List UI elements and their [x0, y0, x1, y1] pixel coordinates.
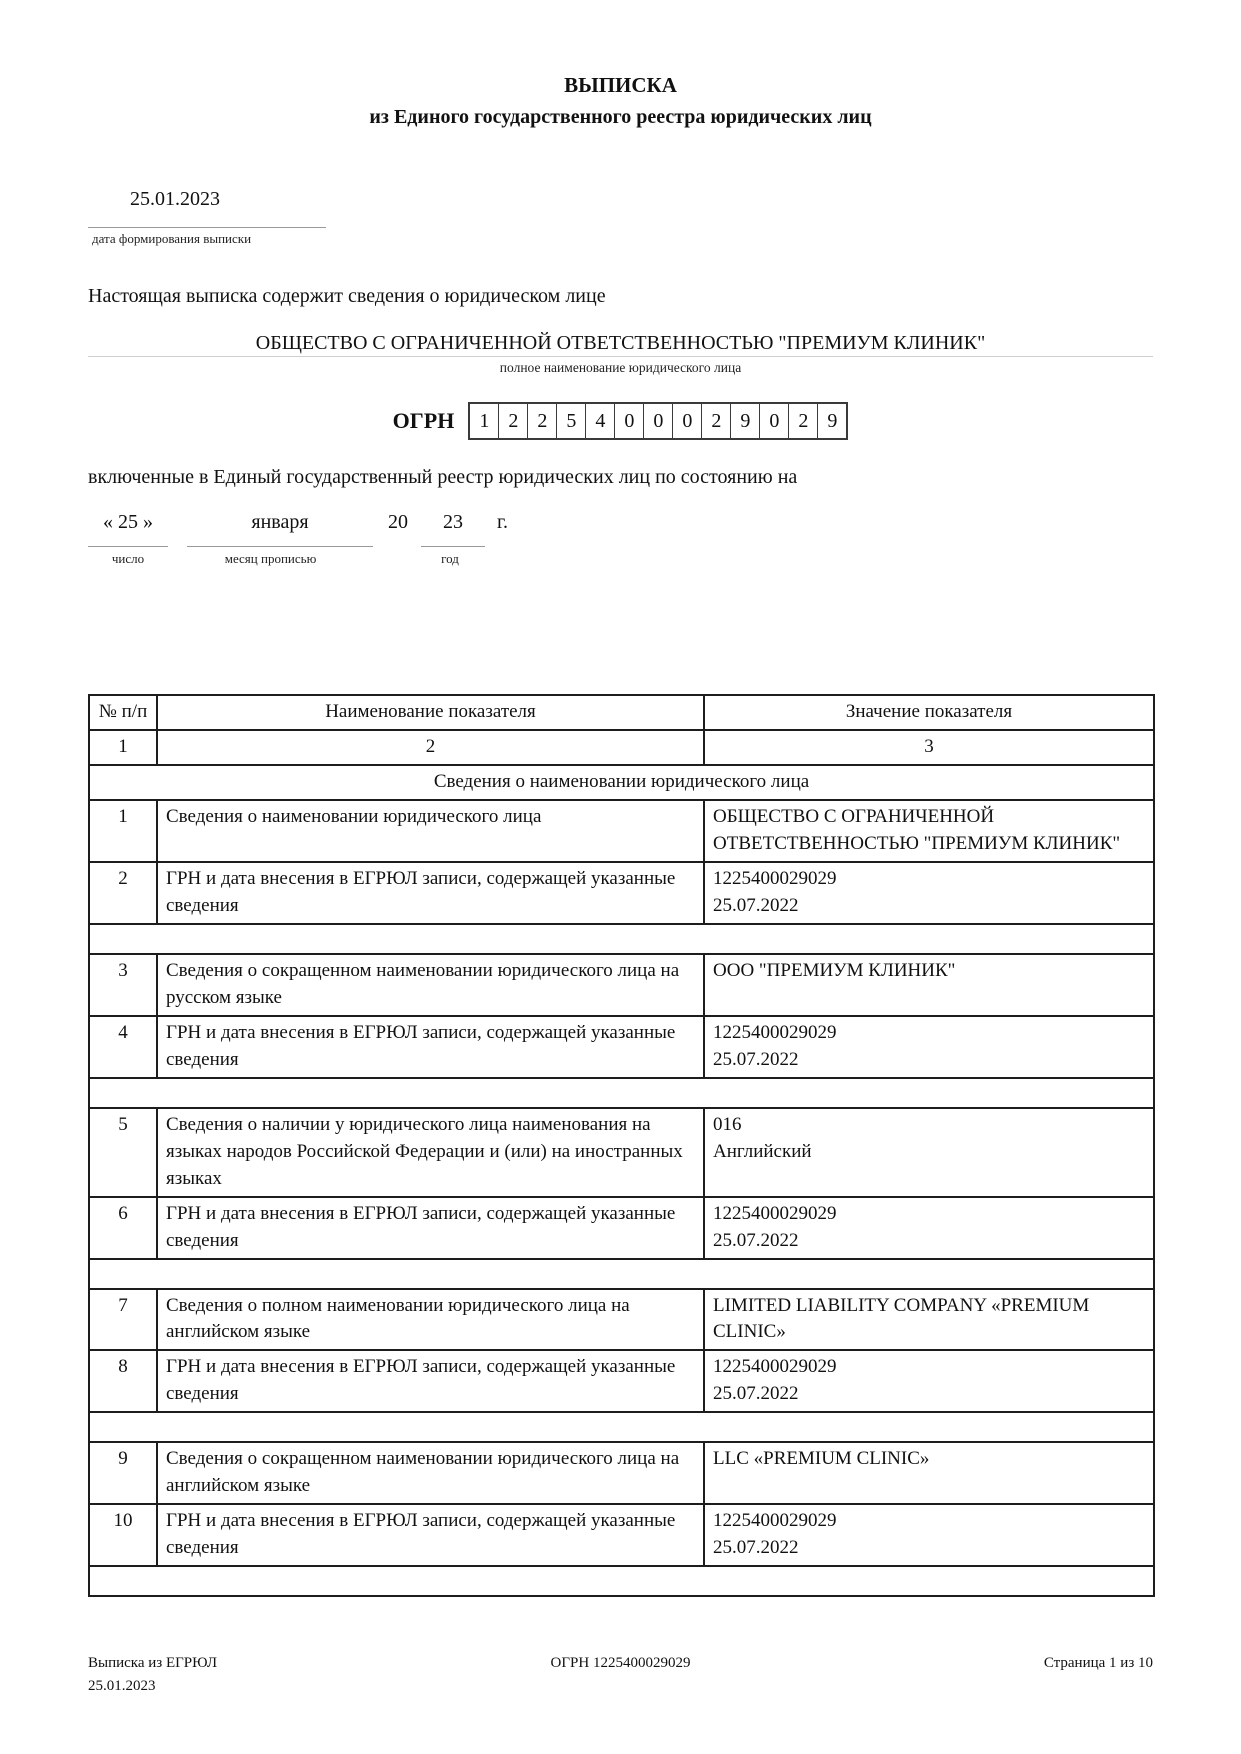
table-row: [89, 1108, 1154, 1197]
row-value-line: 25.07.2022: [713, 1383, 799, 1405]
row-value-line: 1225400029029: [713, 1356, 837, 1378]
row-name: ГРН и дата внесения в ЕГРЮЛ записи, содержащей указанные сведения: [157, 862, 704, 924]
row-value-line: 25.07.2022: [713, 1048, 799, 1070]
row-name: ГРН и дата внесения в ЕГРЮЛ записи, содержащей указанные сведения: [157, 1197, 704, 1259]
spacer-cell: [89, 1566, 1154, 1596]
row-name: ГРН и дата внесения в ЕГРЮЛ записи, содержащей указанные сведения: [157, 1504, 704, 1566]
table-row: [89, 1197, 1154, 1259]
header-name: Наименование показателя: [157, 695, 704, 730]
table-row: [89, 800, 1154, 862]
ogrn-digit: 2: [701, 404, 730, 438]
row-value-line: LLC «PREMIUM CLINIC»: [713, 1448, 930, 1470]
table-spacer-row: [89, 1078, 1154, 1108]
footer-doc-type: Выписка из ЕГРЮЛ: [88, 1655, 217, 1671]
row-num: 6: [89, 1197, 157, 1259]
row-value-line: 1225400029029: [713, 867, 837, 889]
ogrn-digit: 4: [585, 404, 614, 438]
row-value-line: 1225400029029: [713, 1202, 837, 1224]
footer-left: [88, 1652, 443, 1699]
row-value: [704, 1350, 1154, 1412]
row-num: 3: [89, 954, 157, 1016]
ogrn-digit: 2: [527, 404, 556, 438]
formation-date-label: дата формирования выписки: [92, 231, 252, 246]
row-value-line: 016: [713, 1113, 742, 1135]
row-num: 7: [89, 1289, 157, 1351]
ogrn-digit: 2: [498, 404, 527, 438]
company-name-block: [88, 332, 1153, 376]
row-name: Сведения о сокращенном наименовании юридического лица на русском языке: [157, 954, 704, 1016]
row-num: 1: [89, 800, 157, 862]
spacer-cell: [89, 1078, 1154, 1108]
row-num: 4: [89, 1016, 157, 1078]
row-value: [704, 1016, 1154, 1078]
row-name: Сведения о полном наименовании юридического лица на английском языке: [157, 1289, 704, 1351]
row-value: [704, 1442, 1154, 1504]
company-full-name-label: полное наименование юридического лица: [499, 360, 742, 375]
row-value: [704, 1504, 1154, 1566]
table-row: [89, 1016, 1154, 1078]
ogrn-digit: 9: [730, 404, 759, 438]
table-row: [89, 1504, 1154, 1566]
ogrn-digit: 0: [759, 404, 788, 438]
table-row: [89, 1350, 1154, 1412]
row-value-line: ОБЩЕСТВО С ОГРАНИЧЕННОЙ ОТВЕТСТВЕННОСТЬЮ "ПРЕМИУМ КЛИНИК": [713, 805, 1121, 854]
as-of-month-value: января: [251, 511, 309, 533]
as-of-century: 20: [388, 511, 408, 533]
row-num: 5: [89, 1108, 157, 1197]
row-num: 8: [89, 1350, 157, 1412]
row-name: ГРН и дата внесения в ЕГРЮЛ записи, содержащей указанные сведения: [157, 1350, 704, 1412]
row-value: [704, 862, 1154, 924]
spacer-cell: [89, 1259, 1154, 1289]
row-value-line: 1225400029029: [713, 1510, 837, 1532]
spacer-cell: [89, 1412, 1154, 1442]
table-spacer-row: [89, 1566, 1154, 1596]
intro-line: Настоящая выписка содержит сведения о юридическом лице: [88, 285, 606, 307]
ogrn-digit: 5: [556, 404, 585, 438]
section-title: Сведения о наименовании юридического лица: [89, 765, 1154, 800]
colnum-3: 3: [704, 730, 1154, 765]
as-of-month-label: месяц прописью: [224, 551, 317, 566]
as-of-date-row: [88, 511, 1153, 567]
row-num: 10: [89, 1504, 157, 1566]
row-value-line: 25.07.2022: [713, 1229, 799, 1251]
colnum-2: 2: [157, 730, 704, 765]
header-value: Значение показателя: [704, 695, 1154, 730]
included-line: включенные в Единый государственный реестр юридических лиц по состоянию на: [88, 466, 798, 488]
row-value: [704, 1108, 1154, 1197]
row-value-line: Английский: [713, 1140, 812, 1162]
row-num: 9: [89, 1442, 157, 1504]
row-value: [704, 1289, 1154, 1351]
document-title: ВЫПИСКА: [564, 73, 677, 97]
company-full-name: ОБЩЕСТВО С ОГРАНИЧЕННОЙ ОТВЕТСТВЕННОСТЬЮ "ПРЕМИУМ КЛИНИК": [88, 332, 1153, 357]
indicators-table: [88, 694, 1155, 1597]
ogrn-label: ОГРН: [392, 408, 455, 433]
table-spacer-row: [89, 924, 1154, 954]
table-section-row: [89, 765, 1154, 800]
ogrn-digit: 0: [643, 404, 672, 438]
ogrn-digit: 0: [614, 404, 643, 438]
as-of-year: [421, 511, 485, 547]
as-of-year-value: 23: [443, 511, 463, 533]
footer-ogrn: ОГРН 1225400029029: [550, 1655, 691, 1671]
row-name: ГРН и дата внесения в ЕГРЮЛ записи, содержащей указанные сведения: [157, 1016, 704, 1078]
as-of-year-label: год: [441, 551, 459, 566]
as-of-month-block: [168, 511, 373, 567]
row-value-line: 1225400029029: [713, 1021, 837, 1043]
row-value: [704, 954, 1154, 1016]
row-value: [704, 800, 1154, 862]
as-of-year-block: [415, 511, 485, 567]
as-of-day-value: « 25 »: [103, 511, 153, 533]
ogrn-digit: 0: [672, 404, 701, 438]
document-subtitle: из Единого государственного реестра юридических лиц: [369, 106, 872, 128]
row-name: Сведения о сокращенном наименовании юридического лица на английском языке: [157, 1442, 704, 1504]
ogrn-digit-boxes: [468, 402, 848, 440]
as-of-day: [88, 511, 168, 547]
as-of-year-suffix: г.: [497, 511, 508, 533]
formation-date-block: [88, 188, 326, 247]
table-header-row: [89, 695, 1154, 730]
table-row: [89, 1289, 1154, 1351]
ogrn-digit: 1: [479, 409, 490, 432]
table-spacer-row: [89, 1259, 1154, 1289]
row-value-line: 25.07.2022: [713, 894, 799, 916]
table-spacer-row: [89, 1412, 1154, 1442]
row-num: 2: [89, 862, 157, 924]
table-row: [89, 1442, 1154, 1504]
spacer-cell: [89, 924, 1154, 954]
page-footer: [88, 1652, 1153, 1699]
ogrn-digit: 2: [788, 404, 817, 438]
as-of-day-label: число: [111, 551, 145, 566]
row-name: Сведения о наименовании юридического лица: [157, 800, 704, 862]
row-value-line: ООО "ПРЕМИУМ КЛИНИК": [713, 959, 956, 981]
formation-date: 25.01.2023: [88, 188, 326, 228]
footer-page-number: Страница 1 из 10: [1043, 1655, 1153, 1671]
row-value: [704, 1197, 1154, 1259]
row-value-line: 25.07.2022: [713, 1537, 799, 1559]
header-num: № п/п: [89, 695, 157, 730]
ogrn-digit: 9: [817, 404, 846, 438]
as-of-day-block: [88, 511, 168, 567]
table-row: [89, 954, 1154, 1016]
row-value-line: LIMITED LIABILITY COMPANY «PREMIUM CLINIC»: [713, 1294, 1090, 1343]
ogrn-row: [88, 402, 1153, 440]
colnum-1: 1: [89, 730, 157, 765]
table-column-number-row: [89, 730, 1154, 765]
as-of-month: [187, 511, 373, 547]
row-name: Сведения о наличии у юридического лица наименования на языках народов Российской Федерации и (или) на иностранных языках: [157, 1108, 704, 1197]
footer-doc-date: 25.01.2023: [88, 1678, 156, 1695]
table-row: [89, 862, 1154, 924]
